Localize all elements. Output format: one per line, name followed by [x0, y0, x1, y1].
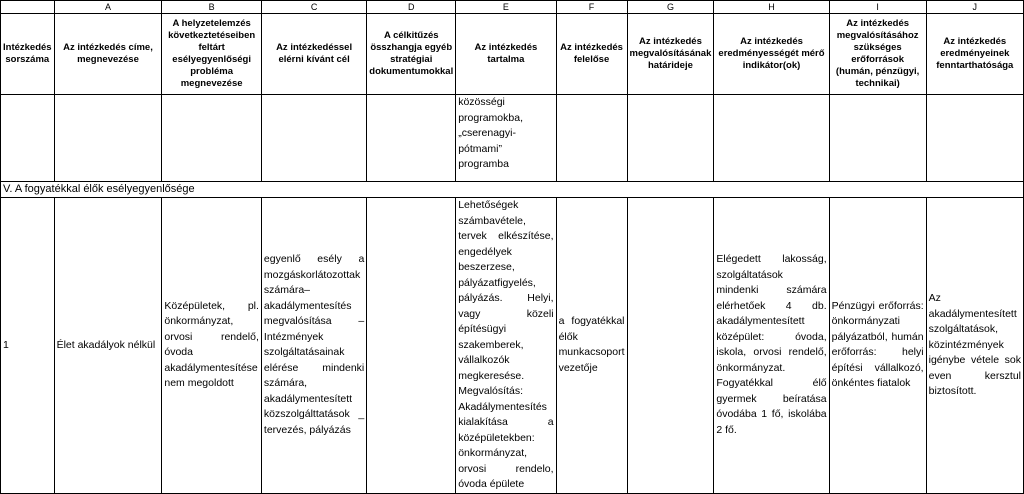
measure-indicator: Elégedett lakosság, szolgáltatások mindenki számára elérhetőek 4 db. akadálymentesített középület: óvoda, iskola, orvosi rendelő, önkormányzat. Fogyatékkal élő gyermek beíratása óvodába 1 fő, iskolába 2 fő. — [714, 198, 829, 494]
column-letter: A — [54, 1, 162, 14]
column-letter: H — [714, 1, 829, 14]
header-cell: Az intézkedés tartalma — [456, 14, 556, 95]
column-letter-row — [1, 1, 1024, 14]
column-letter: D — [367, 1, 456, 14]
column-letter-blank — [1, 1, 55, 14]
measure-number: 1 — [1, 198, 55, 494]
section-heading-row — [1, 182, 1024, 198]
empty-cell — [261, 95, 366, 182]
empty-cell — [627, 95, 714, 182]
header-cell: Az intézkedés megvalósításához szükséges erőforrások (humán, pénzügyi, technikai) — [829, 14, 926, 95]
empty-cell — [54, 95, 162, 182]
measure-goal: egyenlő esély a mozgáskorlátozottak számára– akadálymentesítés megvalósítása –Intézmények szolgáltatásainak elérése mindenki számára, akadálymentesített közszolgálttatások _ tervezés, pályázás — [261, 198, 366, 494]
measure-content: Lehetőségek számbavétele, tervek elkészítése, engedélyek beszerzese, pályázatfigyelés, pályázás. Helyi, vagy közeli építésügyi szakemberek, vállalkozók megkeresése. Megvalósítás: Akadálymentesítés kialakítása a középületekben: önkormányzat, orvosi rendelo, óvoda épülete — [456, 198, 556, 494]
header-cell: Az intézkedés eredményességét mérő indikátor(ok) — [714, 14, 829, 95]
header-cell: A helyzetelemzés következtetéseiben feltárt esélyegyenlőségi probléma megnevezése — [162, 14, 262, 95]
empty-cell — [1, 95, 55, 182]
empty-cell — [829, 95, 926, 182]
empty-cell — [926, 95, 1023, 182]
continuation-row — [1, 95, 1024, 182]
column-letter: B — [162, 1, 262, 14]
measure-strategy-alignment — [367, 198, 456, 494]
section-heading: V. A fogyatékkal élők esélyegyenlősége — [1, 182, 1024, 198]
column-letter: G — [627, 1, 714, 14]
header-cell: Az intézkedés címe, megnevezése — [54, 14, 162, 95]
continuation-content-cell — [456, 95, 556, 182]
measure-resources: Pénzügyi erőforrás: önkormányzati pályázatból, humán erőforrás: helyi építési vállalkozó, önkéntes fiatalok — [829, 198, 926, 494]
content-line: programokba, — [458, 111, 523, 124]
content-line: közösségi — [458, 96, 505, 108]
header-cell: Intézkedés sorszáma — [1, 14, 55, 95]
content-line: programba — [458, 158, 509, 170]
empty-cell — [162, 95, 262, 182]
content-line: „cserenagyi- — [458, 127, 516, 139]
column-letter: F — [556, 1, 627, 14]
measure-title: Élet akadályok nélkül — [54, 198, 162, 494]
column-letter: C — [261, 1, 366, 14]
measure-problem: Középületek, pl. önkormányzat, orvosi rendelő, óvoda akadálymentesítése nem megoldott — [162, 198, 262, 494]
header-cell: Az intézkedés felelőse — [556, 14, 627, 95]
empty-cell — [367, 95, 456, 182]
header-cell: Az intézkedés megvalósításának határideje — [627, 14, 714, 95]
header-cell: A célkitűzés összhangja egyéb stratégiai dokumentumokkal — [367, 14, 456, 95]
measure-sustainability: Az akadálymentesített szolgáltatások, közintézmények igénybe vétele sok even kersztul biztosított. — [926, 198, 1023, 494]
column-letter: I — [829, 1, 926, 14]
header-cell: Az intézkedés eredményeinek fenntarthatósága — [926, 14, 1023, 95]
header-row — [1, 14, 1024, 95]
content-line: pótmami” — [458, 142, 502, 155]
empty-cell — [556, 95, 627, 182]
empty-cell — [714, 95, 829, 182]
measure-deadline — [627, 198, 714, 494]
measure-row — [1, 198, 1024, 494]
measure-responsible: a fogyatékkal élők munkacsoport vezetője — [556, 198, 627, 494]
column-letter: J — [926, 1, 1023, 14]
column-letter: E — [456, 1, 556, 14]
header-cell: Az intézkedéssel elérni kívánt cél — [261, 14, 366, 95]
